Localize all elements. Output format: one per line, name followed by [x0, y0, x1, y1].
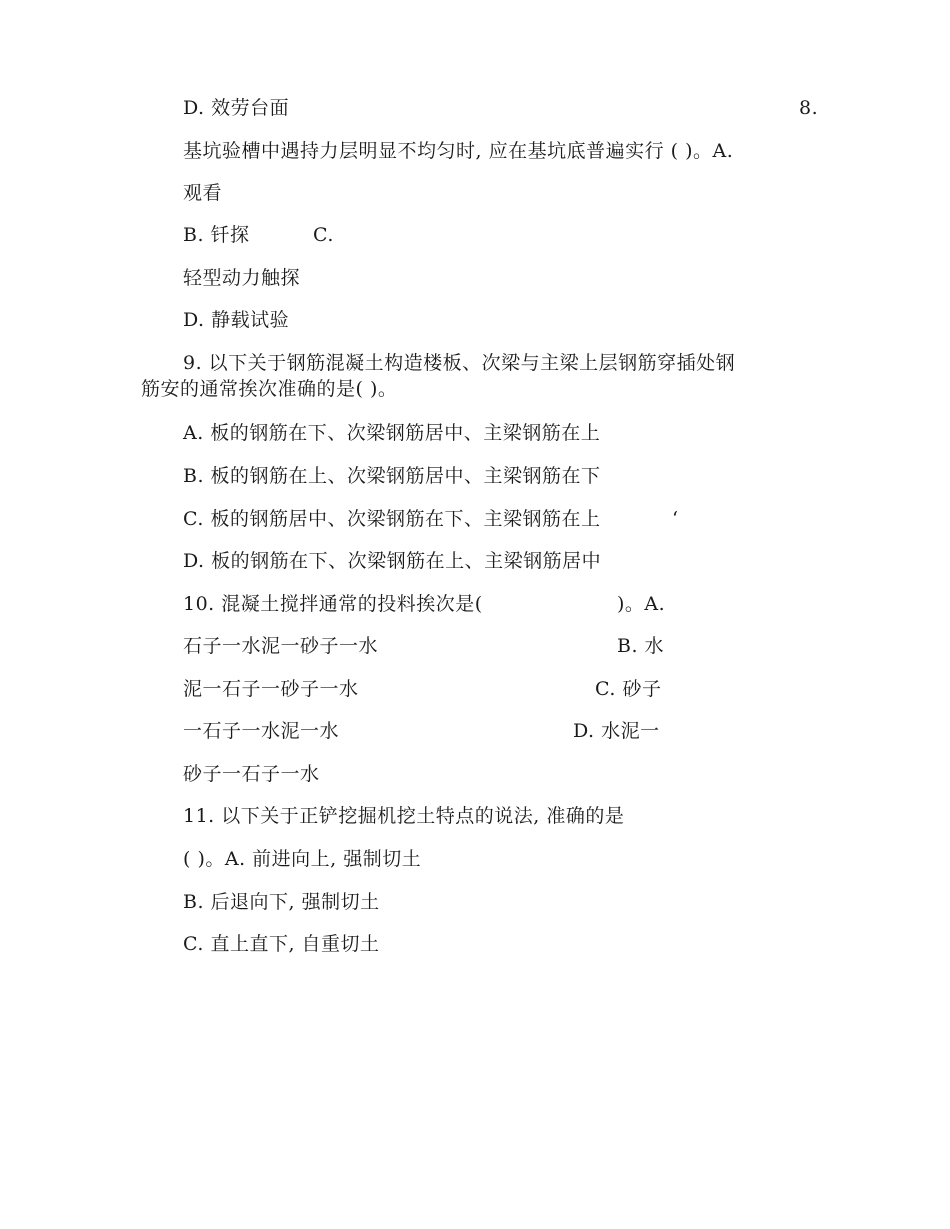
question-10-option-b-start: B. 水	[617, 635, 665, 657]
stray-quote-mark: ‘	[672, 508, 679, 530]
question-10-option-c-start: C. 砂子	[595, 678, 662, 700]
question-11-option-c: C. 直上直下, 自重切土	[183, 933, 380, 955]
question-9-stem-line-1: 9. 以下关于钢筋混凝土构造楼板、次梁与主梁上层钢筋穿插处钢	[183, 352, 736, 374]
question-10-option-c-text: 一石子一水泥一水	[183, 720, 340, 742]
question-11-option-b: B. 后退向下, 强制切土	[183, 891, 380, 913]
question-10-option-b-text: 泥一石子一砂子一水	[183, 678, 359, 700]
question-8-option-d: D. 静载试验	[183, 309, 290, 331]
option-d-service-counter: D. 效劳台面	[183, 97, 290, 119]
question-10-option-d-text: 砂子一石子一水	[183, 763, 320, 785]
question-10-option-d-start: D. 水泥一	[573, 720, 660, 742]
question-9-option-b: B. 板的钢筋在上、次梁钢筋居中、主梁钢筋在下	[183, 465, 601, 487]
question-10-option-a-text: 石子一水泥一砂子一水	[183, 635, 379, 657]
question-9-option-c: C. 板的钢筋居中、次梁钢筋在下、主梁钢筋在上	[183, 508, 601, 530]
question-8-number: 8.	[799, 97, 819, 119]
question-8-option-b: B. 钎探	[183, 224, 250, 246]
question-11-option-a: ( )。A. 前进向上, 强制切土	[183, 848, 422, 870]
question-9-option-d: D. 板的钢筋在下、次梁钢筋在上、主梁钢筋居中	[183, 550, 602, 572]
question-11-stem: 11. 以下关于正铲挖掘机挖土特点的说法, 准确的是	[183, 805, 625, 827]
question-10-stem: 10. 混凝土搅拌通常的投料挨次是(	[183, 593, 483, 615]
question-9-stem-line-2: 筋安的通常挨次准确的是( )。	[141, 378, 398, 400]
question-8-option-c-text: 轻型动力触探	[183, 267, 301, 289]
question-8-option-a-text: 观看	[183, 182, 223, 204]
question-10-stem-end: )。A.	[617, 593, 666, 615]
question-9-option-a: A. 板的钢筋在下、次梁钢筋居中、主梁钢筋在上	[183, 422, 601, 444]
question-8-stem: 基坑验槽中遇持力层明显不均匀时, 应在基坑底普遍实行 ( )。A.	[183, 140, 734, 162]
question-8-option-c-label: C.	[313, 224, 334, 246]
